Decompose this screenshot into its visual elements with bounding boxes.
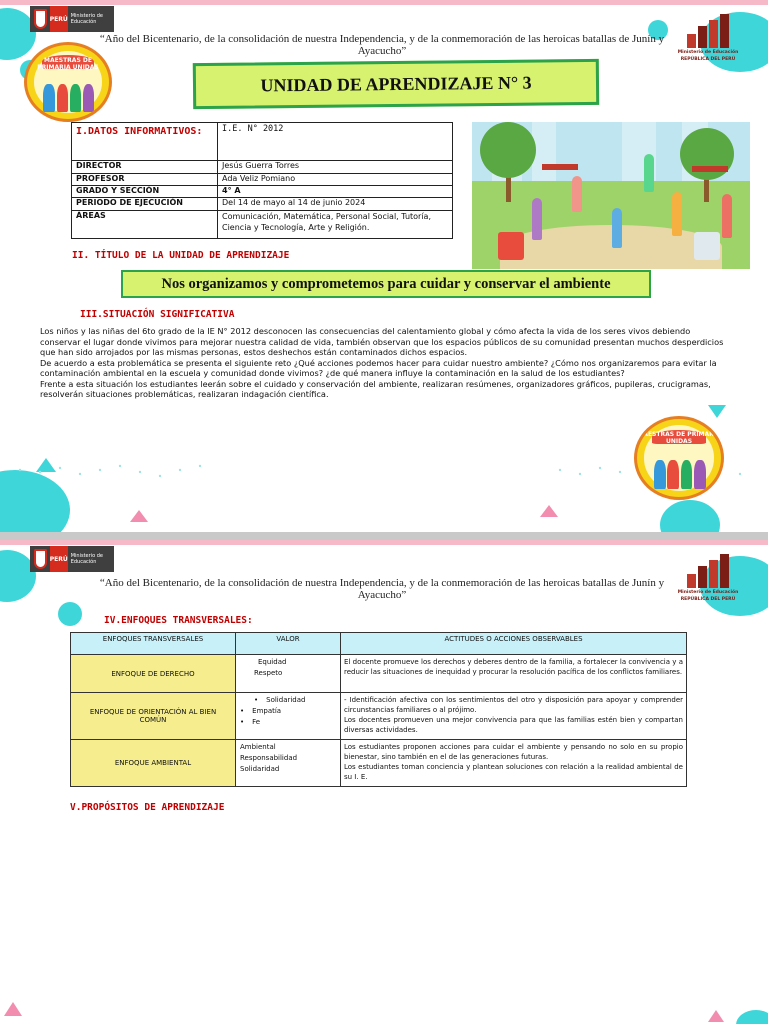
decor-triangle — [540, 505, 558, 517]
decor-triangle — [130, 510, 148, 522]
actitud-text: Los estudiantes toman conciencia y plantean soluciones con relación a la realidad ambiental de su I. E. — [344, 763, 683, 781]
row-value: 4° A — [218, 186, 453, 198]
decor-triangle — [708, 405, 726, 418]
section-2-heading: II. TÍTULO DE LA UNIDAD DE APRENDIZAJE — [72, 250, 290, 261]
recycle-bin-icon — [694, 232, 720, 260]
valor-item: • Empatía — [240, 706, 336, 717]
maestras-badge-logo — [634, 416, 724, 500]
valor-item: • Fe — [240, 717, 336, 728]
table-header: ACTITUDES O ACCIONES OBSERVABLES — [341, 633, 687, 655]
top-pink-band — [0, 0, 768, 5]
section-5-heading: V.PROPÓSITOS DE APRENDIZAJE — [70, 802, 225, 813]
row-value: Del 14 de mayo al 14 de junio 2024 — [218, 198, 453, 211]
enfoque-cell: ENFOQUE DE DERECHO — [71, 655, 236, 693]
valor-cell — [236, 740, 341, 787]
table-row — [71, 693, 687, 740]
valor-cell — [236, 693, 341, 740]
minedu-label: Ministerio de Educación — [677, 590, 739, 595]
shield-icon — [34, 549, 47, 569]
year-motto: “Año del Bicentenario, de la consolidación de nuestra Independencia, y de la conmemoración de las heroicas batallas de Junín y Ayacucho” — [99, 33, 665, 57]
badge-text: MAESTRAS DE PRIMARIA UNIDAS — [637, 431, 721, 446]
actitudes-cell — [341, 740, 687, 787]
unit-name-box — [121, 270, 651, 298]
peru-label: PERÚ — [50, 546, 68, 572]
row-label: PROFESOR — [72, 174, 218, 186]
ie-cell: I.E. N° 2012 — [218, 123, 453, 161]
minedu-logo — [676, 554, 740, 602]
unit-name: Nos organizamos y comprometemos para cuidar y conservar el ambiente — [161, 275, 611, 292]
row-label: PERIODO DE EJECUCIÓN — [72, 198, 218, 211]
actitud-text: Los estudiantes proponen acciones para cuidar el ambiente y pensando no solo en su propio bienestar, sino también en el de las generaciones futuras. — [344, 743, 683, 761]
enfoque-cell: ENFOQUE AMBIENTAL — [71, 740, 236, 787]
ministry-label: Ministerio de Educación — [70, 553, 103, 565]
table-header: VALOR — [236, 633, 341, 655]
valor-item: Solidaridad — [240, 765, 280, 773]
page-separator — [0, 532, 768, 540]
valor-item: Ambiental — [240, 743, 276, 751]
decor-teal-blob — [660, 500, 720, 532]
datos-informativos-table — [71, 122, 453, 239]
valor-item: Equidad — [258, 658, 287, 666]
unit-title-box — [193, 59, 599, 109]
peru-government-logo — [30, 546, 114, 572]
year-motto: “Año del Bicentenario, de la consolidación de nuestra Independencia, y de la conmemoración de las heroicas batallas de Junín y Ayacucho” — [99, 577, 665, 601]
actitud-text: El docente promueve los derechos y deberes dentro de la familia, a fortalecer la convivencia y a reducir las situaciones de inequidad y procurar la resolución pacífica de los conflictos familiares. — [344, 658, 683, 676]
significant-situation-text — [40, 326, 730, 400]
decor-triangle — [4, 1002, 22, 1016]
valor-item: Respeto — [254, 669, 283, 677]
situation-paragraph: De acuerdo a esta problemática se presenta el siguiente reto ¿Qué acciones podemos hacer para cuidar nuestro ambiente? ¿Cómo nos organizaremos para evitar la contaminación ambiental en la escuela y comunidad donde vivimos? ¿de qué manera influye la contaminación en la salud de los estudiantes? — [40, 357, 717, 378]
situation-paragraph: Los niños y las niñas del 6to grado de la IE N° 2012 desconocen las consecuencias del calentamiento global y cómo afecta la vida de los seres vivos debiendo conservar el lugar donde vivimos para mejorar nuestra calidad de vida, también observan que los espacios públicos de su comunidad presentan muchos desperdicios que han sido arrojados por las mismas personas, estos deshechos están contaminados dichos espacios. — [40, 326, 724, 357]
minedu-bars-icon — [676, 554, 740, 588]
badge-text: MAESTRAS DE PRIMARIA UNIDAS — [37, 56, 99, 71]
situation-paragraph: Frente a esta situación los estudiantes leerán sobre el cuidado y conservación del ambiente, realizaran resúmenes, organizadores gráficos, pupileras, crucigramas, resolverán situaciones problemáticas, realizaran indagación científica. — [40, 378, 711, 399]
unit-title: UNIDAD DE APRENDIZAJE N° 3 — [260, 72, 532, 95]
row-value: Jesús Guerra Torres — [218, 161, 453, 174]
minedu-logo — [676, 14, 740, 62]
minedu-sub-label: REPÚBLICA DEL PERÚ — [680, 57, 736, 62]
decor-triangle — [708, 1010, 724, 1022]
datos-title: I.DATOS INFORMATIVOS: — [76, 126, 203, 137]
valor-item: • Solidaridad — [240, 695, 336, 706]
section-4-heading: IV.ENFOQUES TRANSVERSALES: — [104, 615, 253, 626]
decor-teal-blob — [58, 602, 82, 626]
top-pink-band — [0, 540, 768, 545]
table-row — [71, 740, 687, 787]
minedu-bars-icon — [676, 14, 740, 48]
shield-icon — [34, 9, 47, 29]
ministry-label: Ministerio de Educación — [70, 13, 103, 25]
enfoque-cell: ENFOQUE DE ORIENTACIÓN AL BIEN COMÚN — [71, 693, 236, 740]
enfoques-transversales-table — [70, 632, 687, 787]
table-row — [71, 655, 687, 693]
valor-cell — [236, 655, 341, 693]
table-header: ENFOQUES TRANSVERSALES — [71, 633, 236, 655]
actitudes-cell — [341, 655, 687, 693]
maestras-badge-logo — [24, 42, 112, 122]
park-cleanup-illustration — [472, 122, 750, 269]
minedu-sub-label: REPÚBLICA DEL PERÚ — [680, 597, 736, 602]
row-label: DIRECTOR — [72, 161, 218, 174]
row-label: ÁREAS — [72, 211, 218, 239]
peru-government-logo — [30, 6, 114, 32]
actitud-text: - Identificación afectiva con los sentimientos del otro y disposición para apoyar y comprender circunstancias familiares o al prójimo. — [344, 696, 683, 714]
row-label: GRADO Y SECCIÓN — [72, 186, 218, 198]
peru-label: PERÚ — [50, 6, 68, 32]
decor-teal-blob — [736, 1010, 768, 1024]
recycle-bin-icon — [498, 232, 524, 260]
document-page-2 — [0, 540, 768, 1024]
minedu-label: Ministerio de Educación — [677, 50, 739, 55]
section-3-heading: III.SITUACIÓN SIGNIFICATIVA — [80, 309, 235, 320]
datos-title-cell — [72, 123, 218, 161]
valor-item: Responsabilidad — [240, 754, 298, 762]
actitudes-cell — [341, 693, 687, 740]
row-value: Ada Veliz Pomiano — [218, 174, 453, 186]
actitud-text: Los docentes promueven una mejor convivencia para que las familias estén bien y compartan diversas actividades. — [344, 716, 683, 734]
row-value: Comunicación, Matemática, Personal Social, Tutoría, Ciencia y Tecnología, Arte y Religión. — [218, 211, 453, 239]
